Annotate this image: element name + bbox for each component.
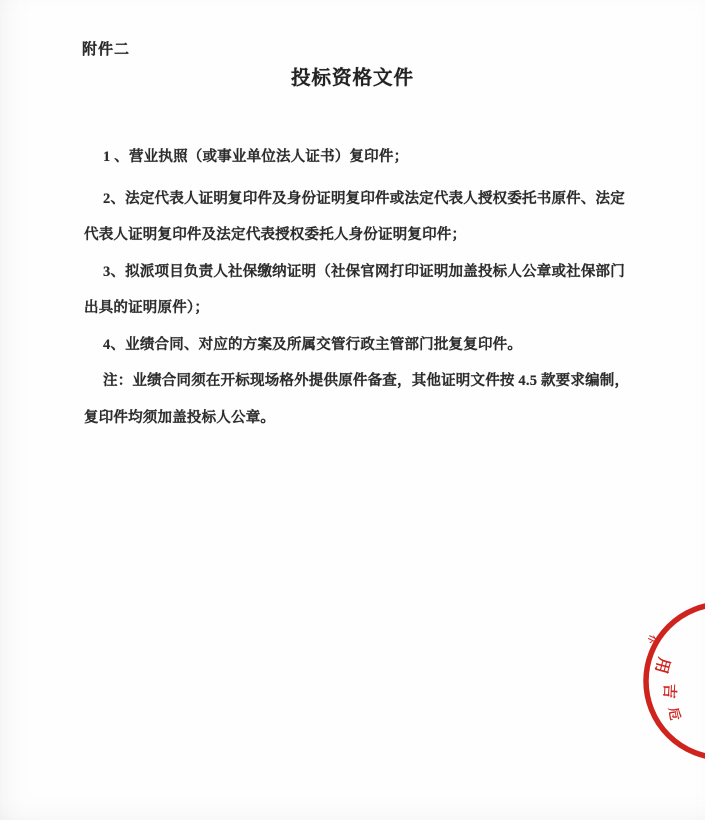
body-line: 注：业绩合同须在开标现场格外提供原件备查，其他证明文件按 4.5 款要求编制， xyxy=(103,373,630,389)
seal-character: 用 xyxy=(651,655,673,676)
company-seal xyxy=(600,589,705,774)
body-line: 代表人证明复印件及法定代表授权委托人身份证明复印件； xyxy=(84,227,467,243)
body-line: 3、拟派项目负责人社保缴纳证明（社保官网打印证明加盖投标人公章或社保部门 xyxy=(103,263,625,280)
body-line: 2、法定代表人证明复印件及身份证明复印件或法定代表人授权委托书原件、法定 xyxy=(103,190,625,207)
document-body xyxy=(84,139,630,436)
body-line: 出具的证明原件）； xyxy=(84,300,210,316)
seal-ring xyxy=(646,604,705,758)
seal-character: 仆 xyxy=(645,633,659,646)
seal-character: 卮 xyxy=(665,706,684,722)
attachment-label: 附件二 xyxy=(82,42,131,58)
body-line: 4、业绩合同、对应的方案及所属交管行政主管部门批复复印件。 xyxy=(103,336,523,353)
document-title: 投标资格文件 xyxy=(290,68,414,89)
seal-character: 吉 xyxy=(660,683,677,699)
body-line: 复印件均须加盖投标人公章。 xyxy=(84,409,276,426)
body-line: 1 、营业执照（或事业单位法人证书）复印件； xyxy=(103,149,409,165)
